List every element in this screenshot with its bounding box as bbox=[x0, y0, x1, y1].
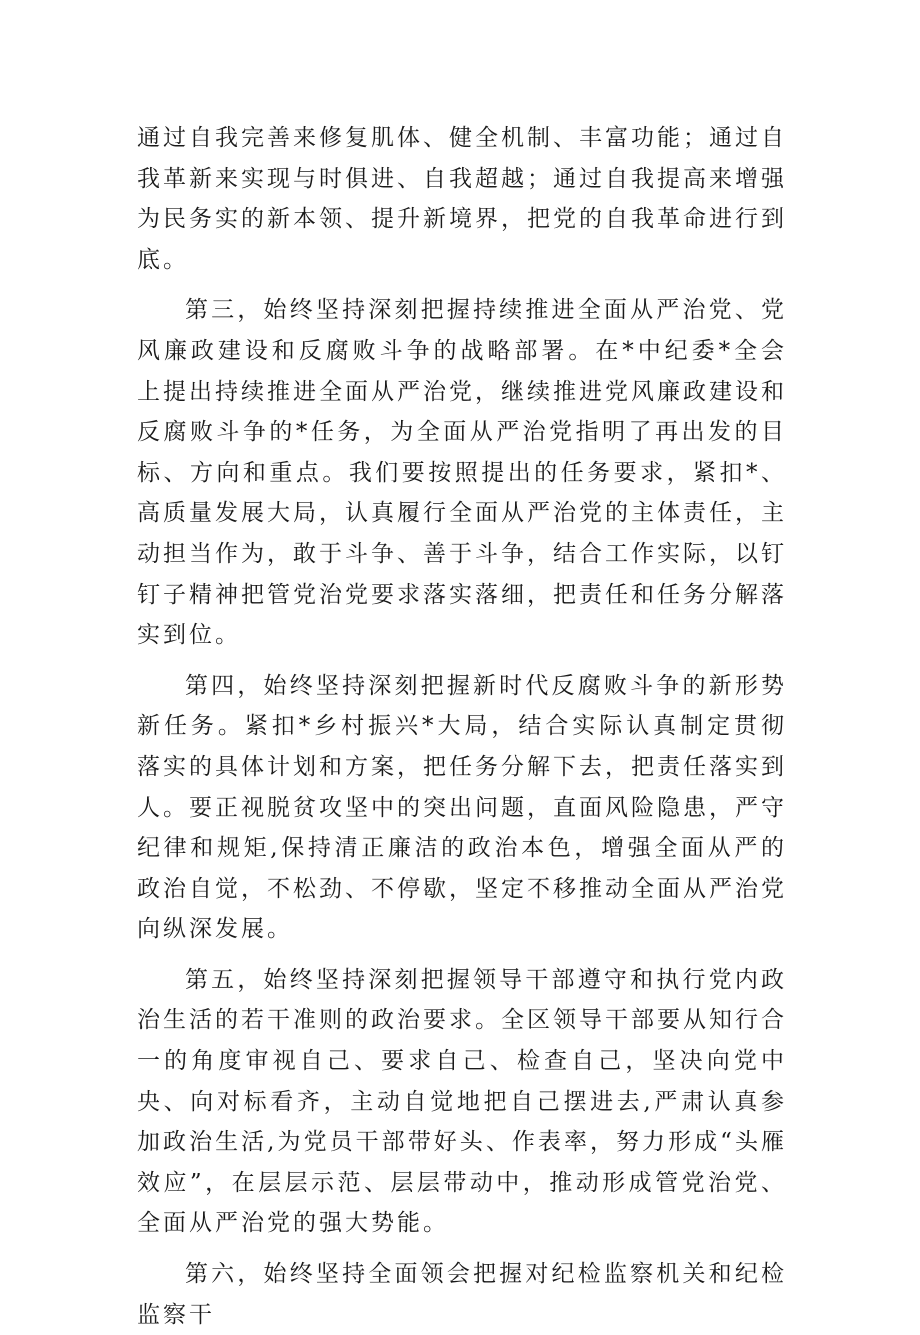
paragraph-continuation: 通过自我完善来修复肌体、健全机制、丰富功能；通过自我革新来实现与时俱进、自我超越；通过自我提高来增强为民务实的新本领、提升新境界，把党的自我革命进行到底。 bbox=[137, 125, 787, 273]
paragraph-sixth-point: 第六，始终坚持全面领会把握对纪检监察机关和纪检监察干 bbox=[137, 1261, 787, 1328]
paragraph-third-point: 第三，始终坚持深刻把握持续推进全面从严治党、党风廉政建设和反腐败斗争的战略部署。在*中纪委*全会上提出持续推进全面从严治党，继续推进党风廉政建设和反腐败斗争的*任务，为全面从严治党指明了再出发的目标、方向和重点。我们要按照提出的任务要求，紧扣*、高质量发展大局，认真履行全面从严治党的主体责任，主动担当作为，敢于斗争、善于斗争，结合工作实际，以钉钉子精神把管党治党要求落实落细，把责任和任务分解落实到位。 bbox=[137, 297, 787, 649]
paragraph-fifth-point: 第五，始终坚持深刻把握领导干部遵守和执行党内政治生活的若干准则的政治要求。全区领导干部要从知行合一的角度审视自己、要求自己、检查自己，坚决向党中央、向对标看齐，主动自觉地把自己摆进去,严肃认真参加政治生活,为党员干部带好头、作表率，努力形成“头雁效应”，在层层示范、层层带动中，推动形成管党治党、全面从严治党的强大势能。 bbox=[137, 966, 787, 1237]
paragraph-fourth-point: 第四，始终坚持深刻把握新时代反腐败斗争的新形势新任务。紧扣*乡村振兴*大局，结合实际认真制定贯彻落实的具体计划和方案，把任务分解下去，把责任落实到人。要正视脱贫攻坚中的突出问题，直面风险隐患，严守纪律和规矩,保持清正廉洁的政治本色，增强全面从严的政治自觉，不松劲、不停歇，坚定不移推动全面从严治党向纵深发展。 bbox=[137, 672, 787, 943]
